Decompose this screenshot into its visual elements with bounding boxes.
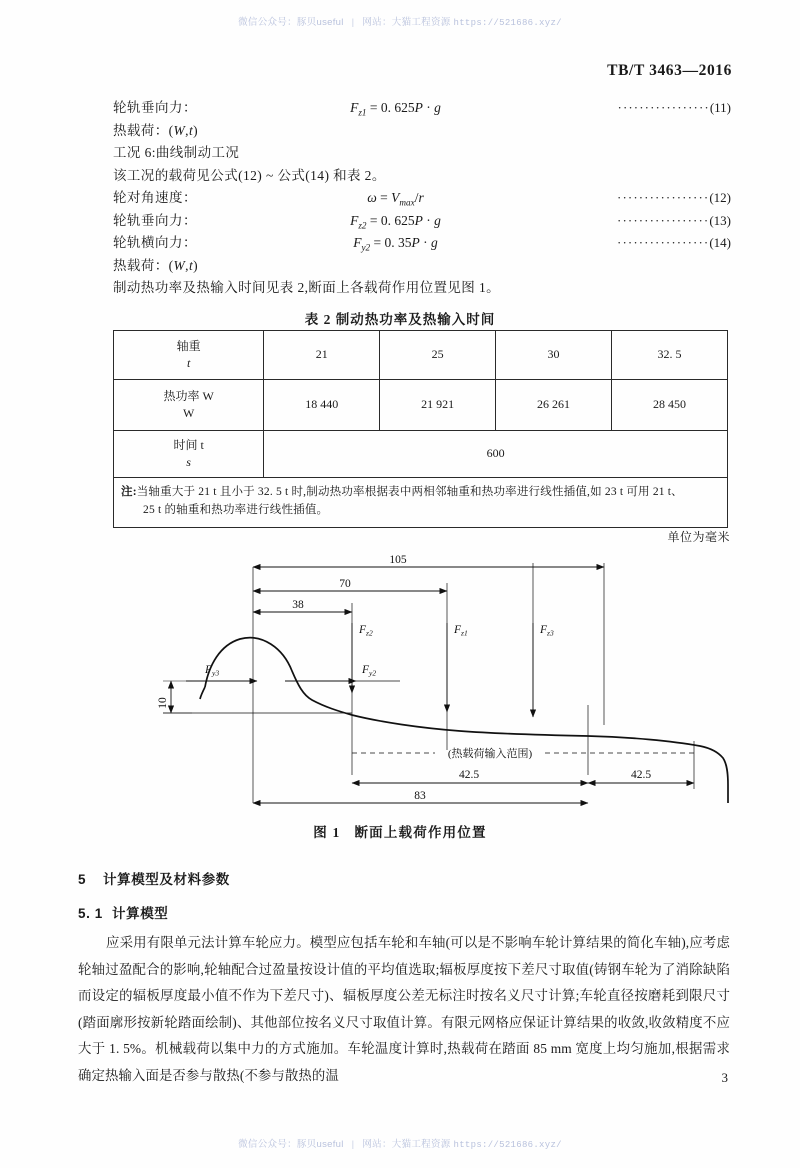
formula-number-14: [561, 235, 731, 251]
dim-label-42-5-right: 42.5: [630, 769, 652, 781]
watermark-separator-bottom: |: [351, 1139, 355, 1150]
time-label: 时间 t: [173, 437, 204, 452]
section-heading-5-1: [78, 902, 168, 922]
dim-label-105: 105: [389, 554, 407, 566]
force-label-fz3: $F_{z3}$: [540, 624, 554, 638]
table-cell-power-21: 18 440: [264, 380, 380, 431]
formula-expression-12: $\omega = V_{max}/r$: [367, 190, 424, 208]
table-note: [114, 478, 728, 528]
table-cell-power-32-5: 28 450: [612, 380, 728, 431]
heat-range-label: (热载荷输入范围): [447, 748, 533, 760]
formula-label-11: 轮轨垂向力：: [113, 100, 197, 115]
section-5-1-title: 计算模型: [112, 906, 169, 921]
table-note-line1: 当轴重大于 21 t 且小于 32. 5 t 时,制动热功率根据表中两相邻轴重和热功率进行线性插值,如 23 t 可用 21 t、: [136, 486, 683, 498]
page-number: 3: [721, 1070, 728, 1085]
formula-row-13: [113, 209, 731, 232]
formula-index-14: (14): [709, 235, 731, 250]
formula-dots-12: ·················: [617, 190, 710, 205]
dim-label-83: 83: [414, 790, 426, 802]
time-unit: s: [186, 455, 191, 469]
heat-power-reference-line: 制动热功率及热输入时间见表 2,断面上各载荷作用位置见图 1。: [113, 280, 501, 295]
table-cell-power-25: 21 921: [380, 380, 496, 431]
formula-dots-13: ·················: [617, 212, 710, 228]
table-cell-power-30: 26 261: [496, 380, 612, 431]
formula-row-14: [113, 231, 731, 254]
figure-unit-note: 单位为毫米: [667, 530, 730, 544]
dim-label-70: 70: [339, 578, 351, 590]
watermark-top: [0, 14, 800, 28]
heat-power-unit: W: [182, 406, 195, 420]
section-heading-5: [78, 868, 230, 888]
axle-load-unit: t: [186, 356, 191, 370]
figure-caption-number: 图 1: [313, 825, 341, 840]
dim-label-10: 10: [157, 697, 169, 709]
force-label-fy3: $F_{y3}$: [205, 664, 220, 678]
formula-label-14: 轮轨横向力：: [113, 235, 197, 250]
watermark-bottom: [0, 1136, 800, 1150]
section-5-number: 5: [78, 872, 87, 887]
formula-index-11: (11): [709, 100, 731, 115]
formula-label-13: 轮轨垂向力：: [113, 212, 197, 228]
axle-load-label: 轴重: [176, 338, 201, 353]
formula-index-13: (13): [709, 212, 731, 228]
watermark-separator: |: [351, 17, 355, 28]
table-cell-axle-32-5: 32. 5: [612, 331, 728, 380]
formula-number-11: [561, 100, 731, 116]
watermark-wechat-label: 微信公众号：豚贝useful: [238, 17, 344, 28]
formula-dots-14: ·················: [617, 235, 710, 250]
watermark-site-label-bottom: 网站：大猫工程资源: [362, 1139, 451, 1150]
table-cell-axle-30: 30: [496, 331, 612, 380]
formula-row-11: [113, 96, 731, 119]
watermark-url-bottom: https://521686.xyz/: [453, 1140, 562, 1150]
condition-6-line: 工况 6:曲线制动工况: [113, 145, 240, 160]
formula-dots-11: ·················: [617, 100, 710, 115]
formula-row-12: [113, 186, 731, 209]
formula-expression-13: $F_{z2} = 0$. 625P · g: [350, 212, 441, 231]
table-note-row: [114, 478, 728, 528]
flange-tip-path: [200, 687, 205, 699]
formula-block: [113, 96, 731, 299]
watermark-wechat-label-bottom: 微信公众号：豚贝useful: [238, 1139, 344, 1150]
formula-label-12: 轮对角速度：: [113, 190, 197, 205]
formula-index-12: (12): [709, 190, 731, 205]
section-5-title: 计算模型及材料参数: [103, 872, 230, 887]
dim-label-38: 38: [292, 599, 304, 611]
formula-expression-14: $F_{y2} = 0$. 35P · g: [353, 235, 438, 253]
watermark-site-label: 网站：大猫工程资源: [362, 17, 451, 28]
table-header-heat-power: [114, 380, 264, 431]
formula-number-13: [561, 213, 731, 229]
figure-1: [0, 545, 800, 815]
force-label-fz2: $F_{z2}$: [359, 624, 373, 638]
table-cell-axle-21: 21: [264, 331, 380, 380]
figure-caption-text: 断面上载荷作用位置: [354, 825, 487, 840]
formula-number-12: [561, 190, 731, 206]
standard-number-header: TB/T 3463—2016: [607, 62, 732, 79]
force-label-fz1: $F_{z1}$: [454, 624, 468, 638]
thermal-load-line-1: 热载荷：(W,t): [113, 122, 198, 138]
table-note-line2: 25 t 的轴重和热功率进行线性插值。: [143, 504, 329, 517]
condition-6-desc-line: 该工况的载荷见公式(12) ~ 公式(14) 和表 2。: [113, 167, 386, 183]
table-row: [114, 431, 728, 478]
table-row: [114, 380, 728, 431]
table-note-lead: 注:: [121, 486, 137, 498]
thermal-load-line-2: 热载荷：(W,t): [113, 257, 198, 273]
section-5-1-body: 应采用有限单元法计算车轮应力。模型应包括车轮和车轴(可以是不影响车轮计算结果的简化车轴),应考虑轮轴过盈配合的影响,轮轴配合过盈量按设计值的平均值选取;辐板厚度按下差尺寸取值(铸钢车轮为了消除缺陷而设定的辐板厚度最小值不作为下差尺寸)、辐板厚度公差无标注时按名义尺寸计算;车轮直径按磨耗到限尺寸(踏面廓形按新轮踏面绘制)、其他部位按名义尺寸取值计算。有限元网格应保证计算结果的收敛,收敛精度不应大于 1. 5%。机械载荷以集中力的方式施加。车轮温度计算时,热载荷在踏面 85 mm 宽度上均匀施加,根据需求确定热输入面是否参与散热(不参与散热的温: [78, 935, 730, 1083]
table-row: [114, 331, 728, 380]
table-header-time: [114, 431, 264, 478]
table-cell-axle-25: 25: [380, 331, 496, 380]
figure-1-svg: [0, 545, 800, 815]
heat-power-label: 热功率 W: [163, 388, 214, 403]
watermark-url: https://521686.xyz/: [453, 18, 562, 28]
section-5-1-number: 5. 1: [78, 906, 103, 921]
table-header-axle-load: [114, 331, 264, 380]
table-cell-time-600: 600: [264, 431, 728, 478]
table-heat-power: [113, 330, 728, 528]
formula-expression-11: $F_{z1} = 0$. 625P · g: [350, 100, 441, 118]
figure-caption: [0, 821, 800, 841]
dim-label-42-5-left: 42.5: [458, 769, 480, 781]
table-title: 表 2 制动热功率及热输入时间: [304, 312, 496, 327]
force-label-fy2: $F_{y2}$: [362, 664, 377, 678]
